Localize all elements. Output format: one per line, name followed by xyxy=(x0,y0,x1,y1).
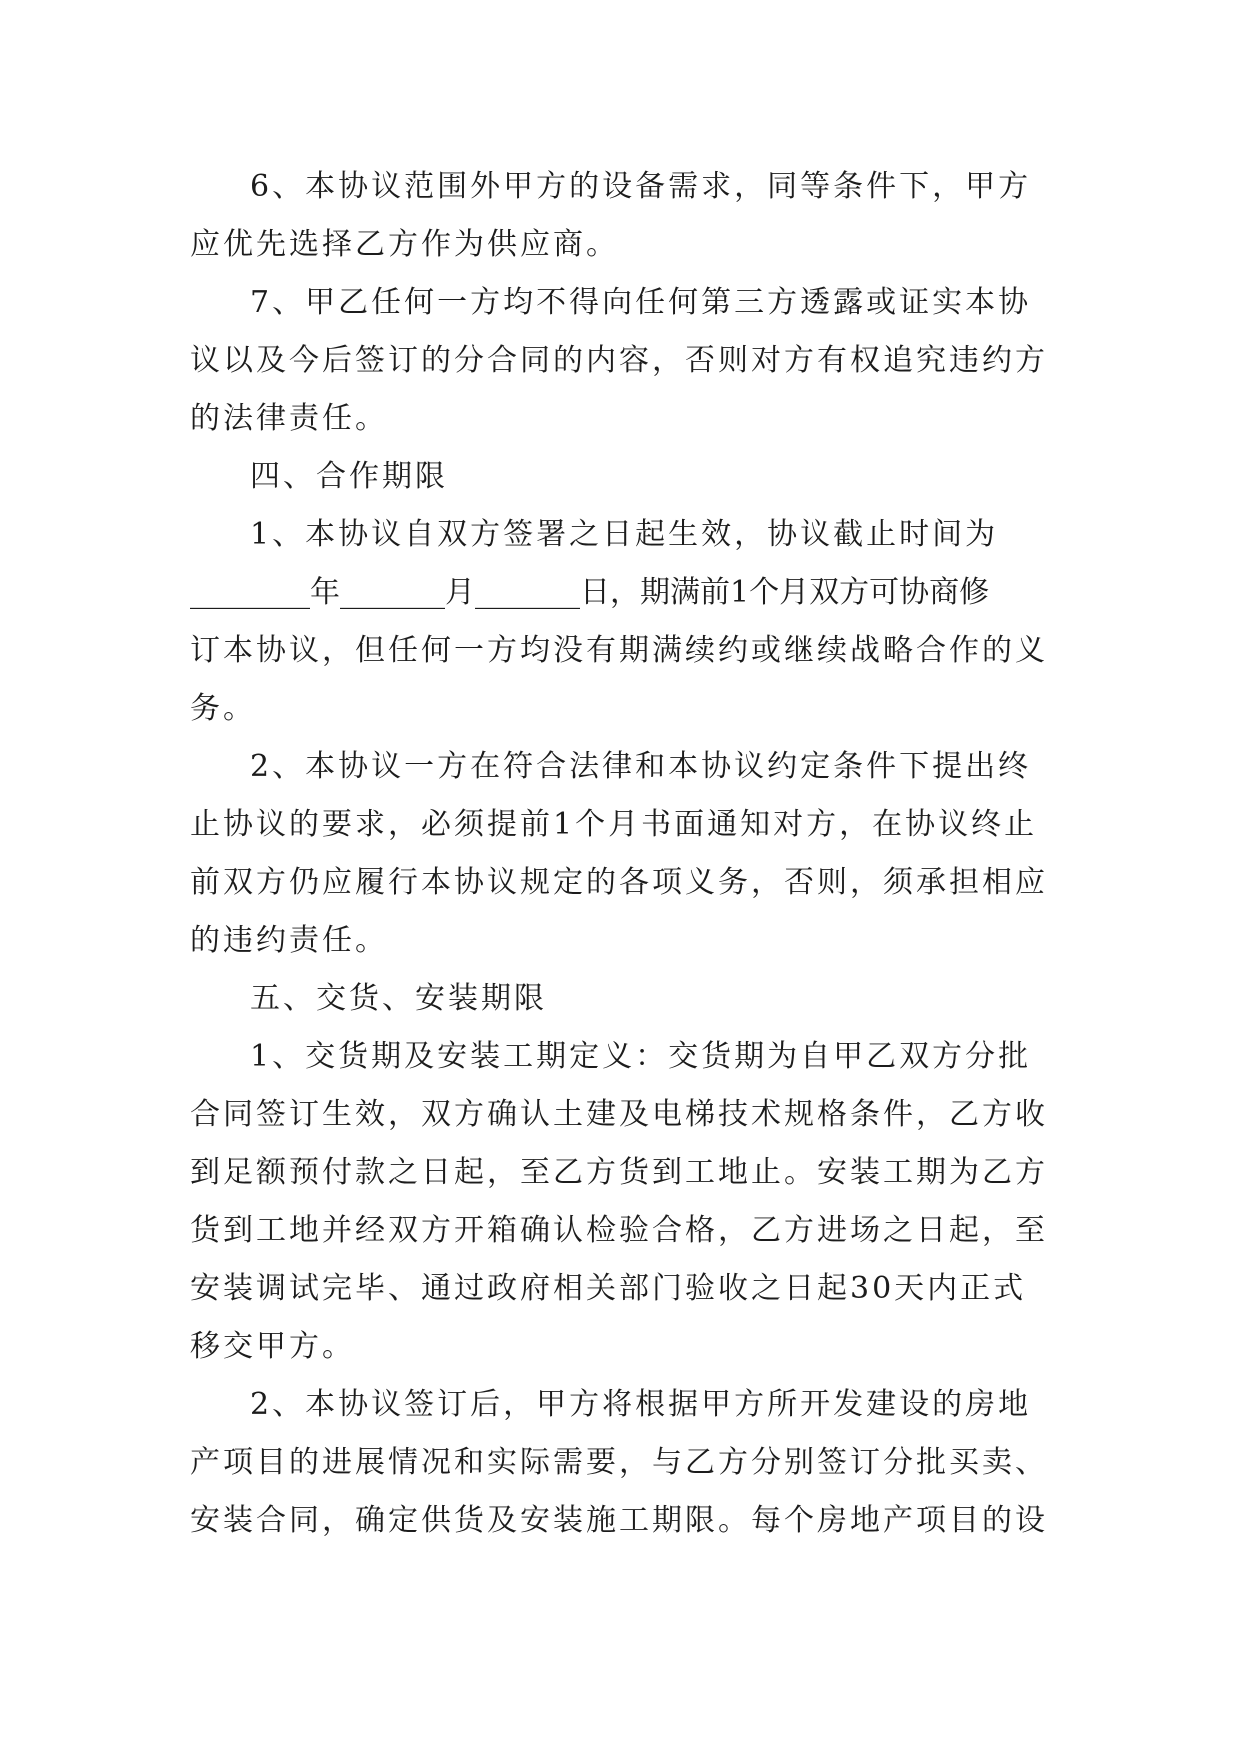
paragraph-line: 产项目的进展情况和实际需要，与乙方分别签订分批买卖、 xyxy=(190,1445,1048,1480)
paragraph-line: 2、本协议签订后，甲方将根据甲方所开发建设的房地 xyxy=(250,1387,1032,1422)
paragraph-line: 6、本协议范围外甲方的设备需求，同等条件下，甲方 xyxy=(250,169,1032,204)
paragraph-line: 议以及今后签订的分合同的内容，否则对方有权追究违约方 xyxy=(190,343,1048,378)
paragraph-line: 2、本协议一方在符合法律和本协议约定条件下提出终 xyxy=(250,749,1032,784)
paragraph-line: 应优先选择乙方作为供应商。 xyxy=(190,227,619,262)
section-heading: 五、交货、安装期限 xyxy=(250,981,547,1016)
paragraph-line: 安装调试完毕、通过政府相关部门验收之日起30天内正式 xyxy=(190,1271,1027,1306)
section-heading: 四、合作期限 xyxy=(250,459,448,494)
paragraph-line: 合同签订生效，双方确认土建及电梯技术规格条件，乙方收 xyxy=(190,1097,1048,1132)
paragraph-line: 安装合同，确定供货及安装施工期限。每个房地产项目的设 xyxy=(190,1503,1048,1538)
paragraph-line: 止协议的要求，必须提前1个月书面通知对方，在协议终止 xyxy=(190,807,1038,842)
paragraph-line: ________年_______月_______日，期满前1个月双方可协商修 xyxy=(190,575,990,610)
paragraph-line: 订本协议，但任何一方均没有期满续约或继续战略合作的义 xyxy=(190,633,1048,668)
paragraph-line: 1、本协议自双方签署之日起生效，协议截止时间为 xyxy=(250,517,999,552)
paragraph-line: 前双方仍应履行本协议规定的各项义务，否则，须承担相应 xyxy=(190,865,1048,900)
paragraph-line: 7、甲乙任何一方均不得向任何第三方透露或证实本协 xyxy=(250,285,1032,320)
paragraph-line: 到足额预付款之日起，至乙方货到工地止。安装工期为乙方 xyxy=(190,1155,1048,1190)
paragraph-line: 的违约责任。 xyxy=(190,923,388,958)
paragraph-line: 的法律责任。 xyxy=(190,401,388,436)
paragraph-line: 1、交货期及安装工期定义：交货期为自甲乙双方分批 xyxy=(250,1039,1032,1074)
paragraph-line: 务。 xyxy=(190,691,256,726)
paragraph-line: 货到工地并经双方开箱确认检验合格，乙方进场之日起，至 xyxy=(190,1213,1048,1248)
paragraph-line: 移交甲方。 xyxy=(190,1329,355,1364)
